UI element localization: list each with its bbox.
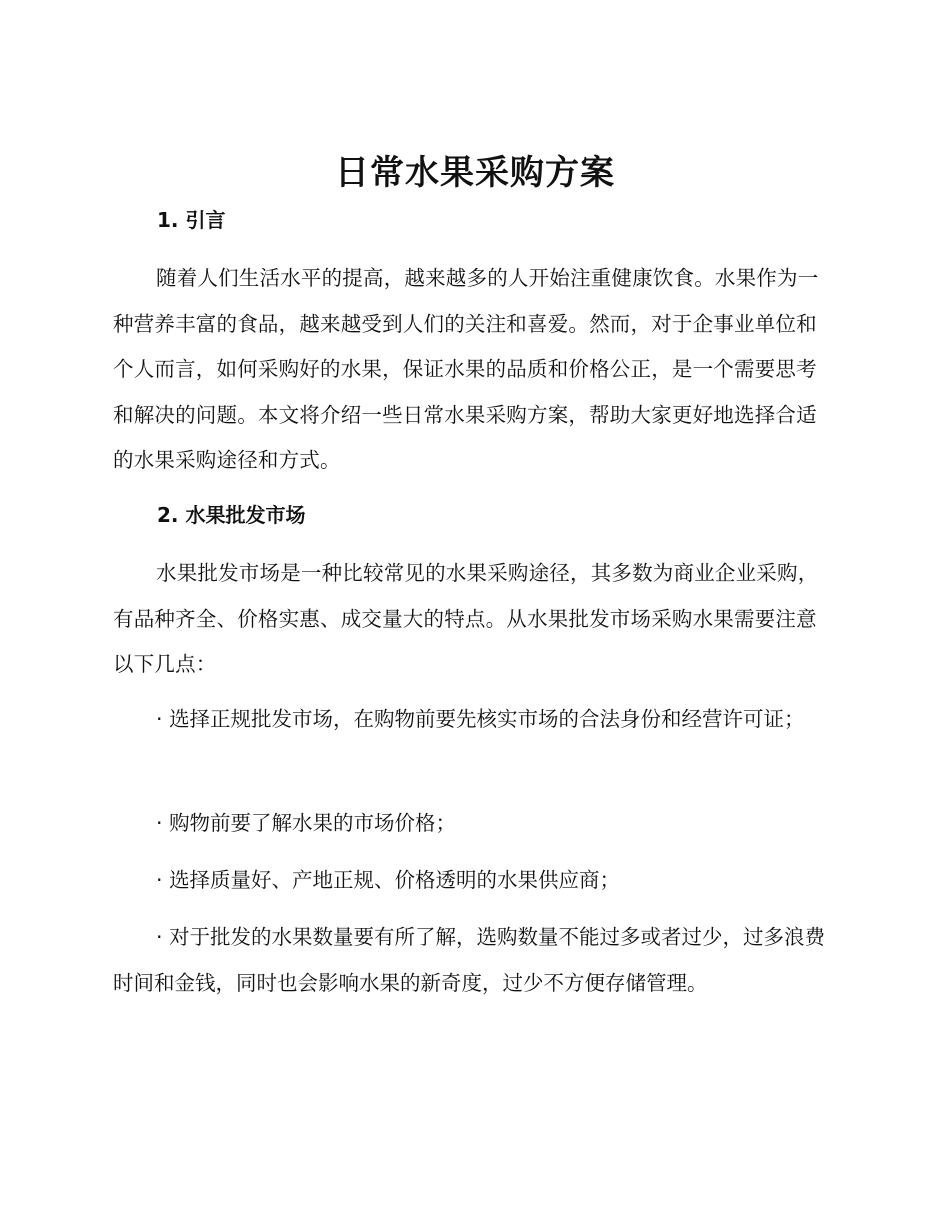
wholesale-market-paragraph: 水果批发市场是一种比较常见的水果采购途径，其多数为商业企业采购，有品种齐全、价格实惠、成交量大的特点。从水果批发市场采购水果需要注意以下几点： bbox=[113, 561, 819, 676]
bullet-marker: · bbox=[156, 707, 163, 731]
bullet-text: 选择质量好、产地正规、价格透明的水果供应商； bbox=[169, 868, 621, 892]
document-title: 日常水果采购方案 bbox=[335, 153, 615, 193]
bullet-text: 对于批发的水果数量要有所了解，选购数量不能过多或者过少，过多浪费时间和金钱，同时也会影响水果的新奇度，过少不方便存储管理。 bbox=[113, 925, 826, 995]
bullet-item bbox=[113, 858, 831, 904]
bullet-text: 选择正规批发市场，在购物前要先核实市场的合法身份和经营许可证； bbox=[169, 707, 805, 731]
bullet-marker: · bbox=[156, 811, 163, 835]
section-heading-introduction: 1. 引言 bbox=[157, 208, 226, 232]
section-heading-wholesale-market: 2. 水果批发市场 bbox=[157, 503, 306, 527]
bullet-item bbox=[113, 697, 831, 743]
bullet-marker: · bbox=[156, 868, 163, 892]
bullet-item bbox=[113, 801, 831, 847]
introduction-paragraph: 随着人们生活水平的提高，越来越多的人开始注重健康饮食。水果作为一种营养丰富的食品，越来越受到人们的关注和喜爱。然而，对于企事业单位和个人而言，如何采购好的水果，保证水果的品质和价格公正，是一个需要思考和解决的问题。本文将介绍一些日常水果采购方案，帮助大家更好地选择合适的水果采购途径和方式。 bbox=[113, 266, 819, 472]
bullet-item bbox=[113, 915, 831, 1006]
bullet-marker: · bbox=[156, 925, 163, 949]
bullet-text: 购物前要了解水果的市场价格； bbox=[169, 811, 457, 835]
